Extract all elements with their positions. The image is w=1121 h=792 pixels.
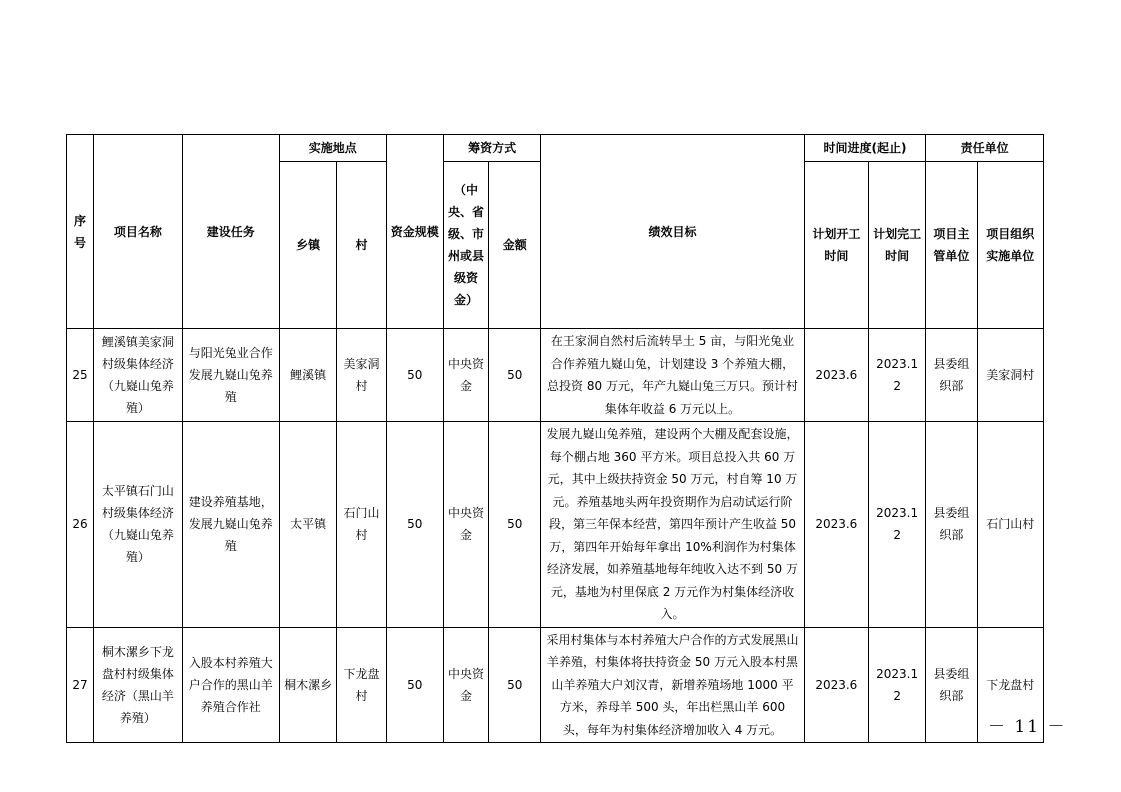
cell-village: 石门山村 bbox=[337, 422, 386, 628]
cell-fund-source: 中央资金 bbox=[443, 422, 488, 628]
cell-start-time: 2023.6 bbox=[804, 627, 868, 743]
cell-scale: 50 bbox=[386, 422, 443, 628]
cell-amount: 50 bbox=[489, 422, 541, 628]
header-funding: 筹资方式 bbox=[443, 135, 540, 162]
cell-impl: 石门山村 bbox=[977, 422, 1043, 628]
header-fund-source: （中央、省级、市州或县级资金） bbox=[443, 162, 488, 329]
header-dept: 项目主管单位 bbox=[926, 162, 977, 329]
cell-village: 下龙盘村 bbox=[337, 627, 386, 743]
header-location: 实施地点 bbox=[280, 135, 387, 162]
cell-seq: 27 bbox=[67, 627, 94, 743]
table-row bbox=[67, 329, 1044, 422]
cell-seq: 25 bbox=[67, 329, 94, 422]
cell-end-time: 2023.12 bbox=[868, 329, 925, 422]
header-impl: 项目组织实施单位 bbox=[977, 162, 1043, 329]
cell-dept: 县委组织部 bbox=[926, 422, 977, 628]
cell-village: 美家洞村 bbox=[337, 329, 386, 422]
cell-project-name: 鲤溪镇美家洞村级集体经济（九嶷山兔养殖） bbox=[94, 329, 182, 422]
header-village: 村 bbox=[337, 162, 386, 329]
header-scale: 资金规模 bbox=[386, 135, 443, 329]
header-responsible: 责任单位 bbox=[926, 135, 1044, 162]
cell-project-name: 太平镇石门山村级集体经济（九嶷山兔养殖） bbox=[94, 422, 182, 628]
header-end-time: 计划完工时间 bbox=[868, 162, 925, 329]
header-town: 乡镇 bbox=[280, 162, 337, 329]
header-schedule: 时间进度(起止) bbox=[804, 135, 926, 162]
cell-project-name: 桐木漯乡下龙盘村村级集体经济（黑山羊养殖） bbox=[94, 627, 182, 743]
cell-start-time: 2023.6 bbox=[804, 422, 868, 628]
cell-seq: 26 bbox=[67, 422, 94, 628]
header-amount: 金额 bbox=[489, 162, 541, 329]
cell-performance: 发展九嶷山兔养殖，建设两个大棚及配套设施，每个棚占地 360 平方米。项目总投入共 60 万元，其中上级扶持资金 50 万元，村自筹 10 万元。养殖基地头两年投资期作为启动试运行阶段，第三年保本经营，第四年预计产生收益 50 万，第四年开始每年拿出 10%利润作为村集体经济发展，如养殖基地每年纯收入达不到 50 万元，基地为村里保底 2 万元作为村集体经济收入。 bbox=[541, 422, 804, 628]
cell-town: 桐木漯乡 bbox=[280, 627, 337, 743]
header-performance: 绩效目标 bbox=[541, 135, 804, 329]
cell-town: 鲤溪镇 bbox=[280, 329, 337, 422]
cell-fund-source: 中央资金 bbox=[443, 329, 488, 422]
cell-scale: 50 bbox=[386, 627, 443, 743]
header-task: 建设任务 bbox=[182, 135, 279, 329]
cell-amount: 50 bbox=[489, 329, 541, 422]
cell-dept: 县委组织部 bbox=[926, 329, 977, 422]
page-number: － 11 － bbox=[988, 717, 1067, 737]
cell-amount: 50 bbox=[489, 627, 541, 743]
cell-scale: 50 bbox=[386, 329, 443, 422]
header-seq: 序号 bbox=[67, 135, 94, 329]
project-table bbox=[66, 134, 1044, 743]
cell-end-time: 2023.12 bbox=[868, 422, 925, 628]
cell-task: 建设养殖基地，发展九嶷山兔养殖 bbox=[182, 422, 279, 628]
cell-fund-source: 中央资金 bbox=[443, 627, 488, 743]
cell-performance: 采用村集体与本村养殖大户合作的方式发展黑山羊养殖，村集体将扶持资金 50 万元入股本村黑山羊养殖大户刘汉青，新增养殖场地 1000 平方米，养母羊 500 头，年出栏黑山羊 600 头，每年为村集体经济增加收入 4 万元。 bbox=[541, 627, 804, 743]
cell-impl: 下龙盘村 bbox=[977, 627, 1043, 743]
cell-town: 太平镇 bbox=[280, 422, 337, 628]
cell-start-time: 2023.6 bbox=[804, 329, 868, 422]
table-row bbox=[67, 627, 1044, 743]
cell-task: 入股本村养殖大户合作的黑山羊养殖合作社 bbox=[182, 627, 279, 743]
header-project-name: 项目名称 bbox=[94, 135, 182, 329]
header-start-time: 计划开工时间 bbox=[804, 162, 868, 329]
cell-task: 与阳光兔业合作发展九嶷山兔养殖 bbox=[182, 329, 279, 422]
table-row bbox=[67, 422, 1044, 628]
cell-impl: 美家洞村 bbox=[977, 329, 1043, 422]
cell-performance: 在王家洞自然村后流转旱土 5 亩，与阳光兔业合作养殖九嶷山兔，计划建设 3 个养殖大棚，总投资 80 万元，年产九嶷山兔三万只。预计村集体年收益 6 万元以上。 bbox=[541, 329, 804, 422]
cell-dept: 县委组织部 bbox=[926, 627, 977, 743]
cell-end-time: 2023.12 bbox=[868, 627, 925, 743]
